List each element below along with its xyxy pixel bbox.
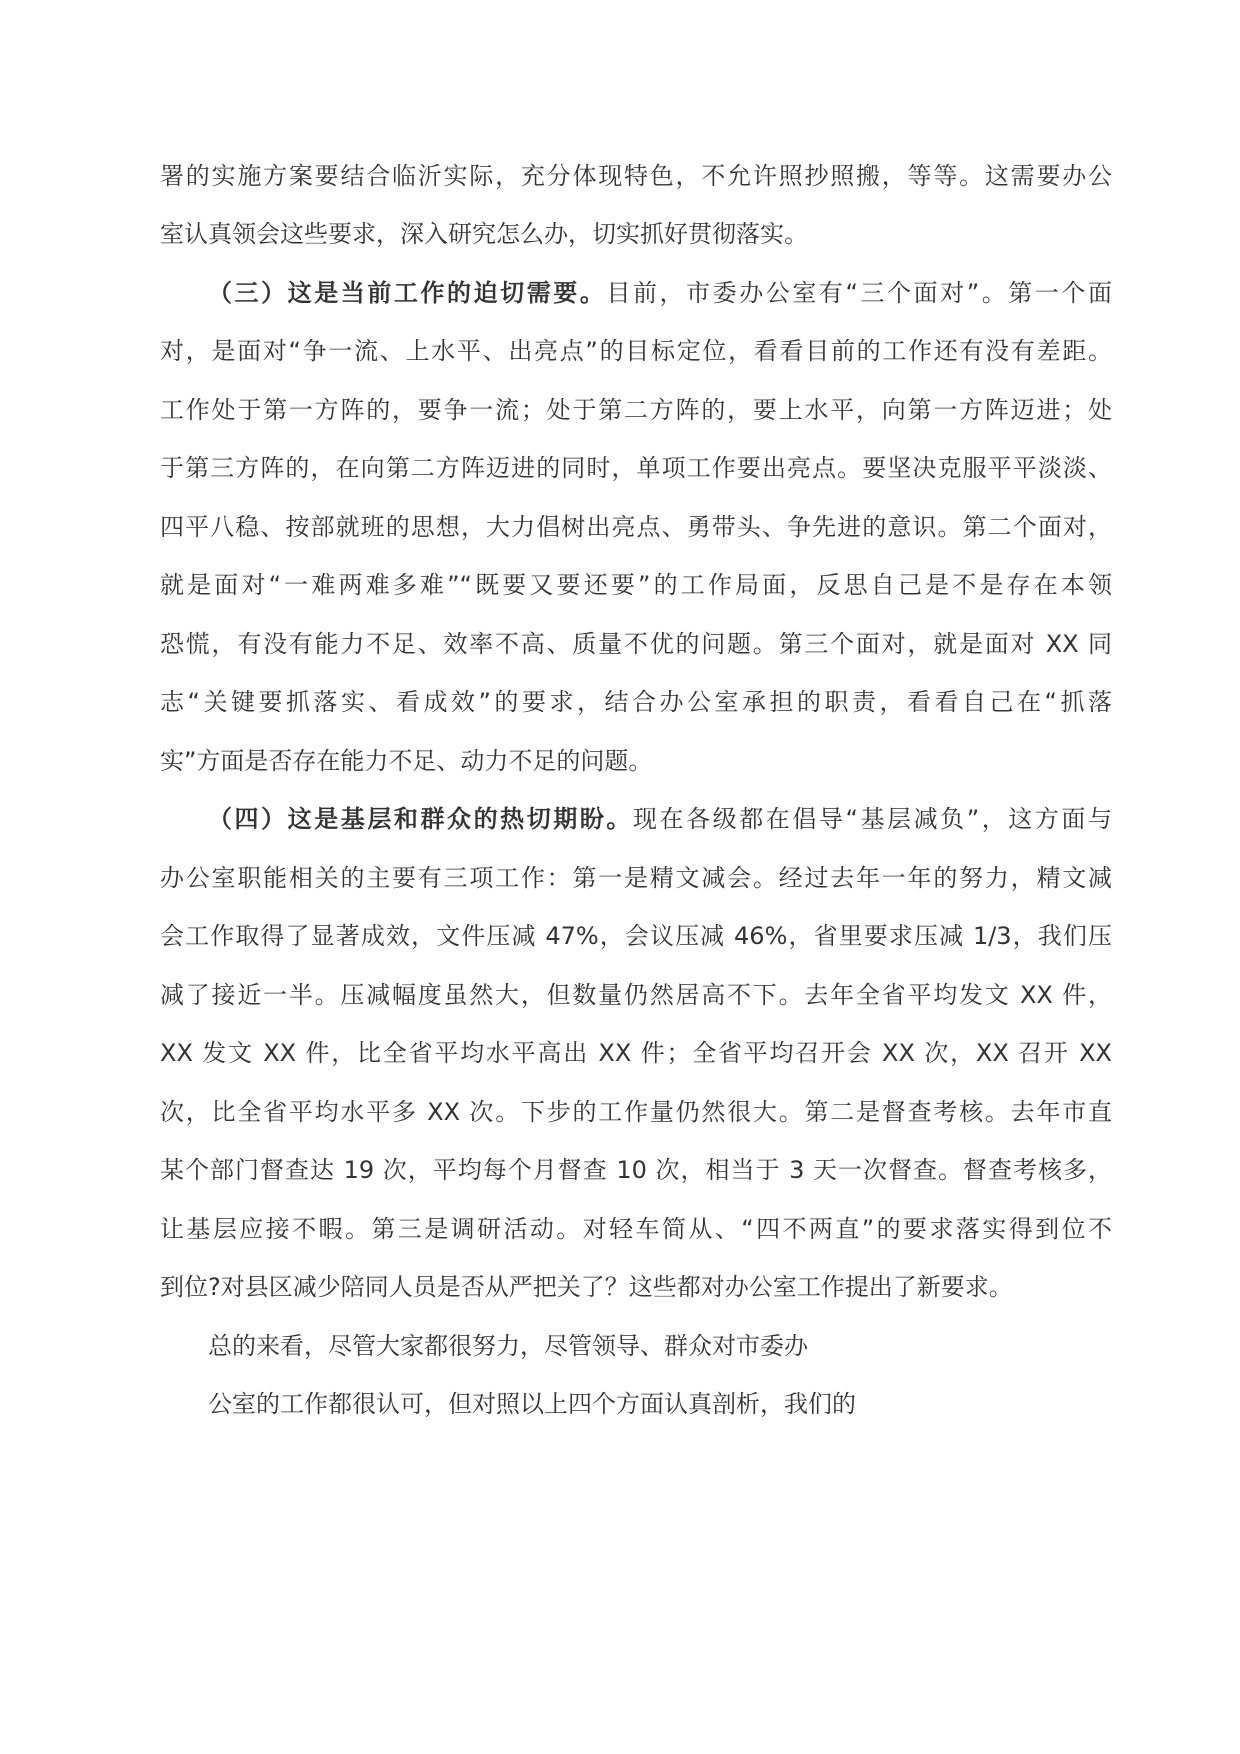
text-line: 志“关键要抓落实、看成效”的要求，结合办公室承担的职责，看看自己在“抓落 bbox=[160, 688, 1112, 716]
section-heading: （四）这是基层和群众的热切期盼。 bbox=[208, 805, 633, 833]
text-span: 现在各级都在倡导“基层减负”，这方面与 bbox=[633, 805, 1112, 833]
text-line: 恐慌，有没有能力不足、效率不高、质量不优的问题。第三个面对，就是面对 XX 同 bbox=[160, 630, 1112, 658]
paragraph-first-line bbox=[208, 799, 1112, 839]
text-line: 减了接近一半。压减幅度虽然大，但数量仍然居高不下。去年全省平均发文 XX 件， bbox=[160, 981, 1112, 1009]
text-line: 于第三方阵的，在向第二方阵迈进的同时，单项工作要出亮点。要坚决克服平平淡淡、 bbox=[160, 454, 1112, 482]
text-span: 目前，市委办公室有“三个面对”。第一个面 bbox=[606, 279, 1112, 307]
text-line: 室认真领会这些要求，深入研究怎么办，切实抓好贯彻落实。 bbox=[160, 220, 808, 248]
text-line: 会工作取得了显著成效，文件压减 47%，会议压减 46%，省里要求压减 1/3，我们压 bbox=[160, 922, 1112, 950]
text-line: XX 发文 XX 件，比全省平均水平高出 XX 件；全省平均召开会 XX 次，XX 召开 XX bbox=[160, 1039, 1112, 1067]
text-line: 让基层应接不暇。第三是调研活动。对轻车简从、“四不两直”的要求落实得到位不 bbox=[160, 1215, 1112, 1243]
text-line: 某个部门督查达 19 次，平均每个月督查 10 次，相当于 3 天一次督查。督查考核多， bbox=[160, 1156, 1112, 1184]
text-line: 就是面对“一难两难多难”“既要又要还要”的工作局面，反思自己是不是存在本领 bbox=[160, 571, 1112, 599]
paragraph-first-line bbox=[208, 273, 1112, 313]
text-line: 对，是面对“争一流、上水平、出亮点”的目标定位，看看目前的工作还有没有差距。 bbox=[160, 337, 1112, 365]
text-line: 到位?对县区减少陪同人员是否从严把关了？这些都对办公室工作提出了新要求。 bbox=[160, 1273, 1013, 1301]
section-heading: （三）这是当前工作的迫切需要。 bbox=[208, 279, 607, 307]
text-line: 次，比全省平均水平多 XX 次。下步的工作量仍然很大。第二是督查考核。去年市直 bbox=[160, 1098, 1112, 1126]
text-line: 四平八稳、按部就班的思想，大力倡树出亮点、勇带头、争先进的意识。第二个面对， bbox=[160, 513, 1112, 541]
text-line: 公室的工作都很认可，但对照以上四个方面认真剖析，我们的 bbox=[208, 1390, 856, 1418]
text-line: 署的实施方案要结合临沂实际，充分体现特色，不允许照抄照搬，等等。这需要办公 bbox=[160, 162, 1112, 190]
text-line: 工作处于第一方阵的，要争一流；处于第二方阵的，要上水平，向第一方阵迈进；处 bbox=[160, 396, 1112, 424]
text-line: 实”方面是否存在能力不足、动力不足的问题。 bbox=[160, 747, 653, 775]
text-line: 办公室职能相关的主要有三项工作：第一是精文减会。经过去年一年的努力，精文减 bbox=[160, 864, 1112, 892]
text-line: 总的来看，尽管大家都很努力，尽管领导、群众对市委办 bbox=[208, 1332, 808, 1360]
